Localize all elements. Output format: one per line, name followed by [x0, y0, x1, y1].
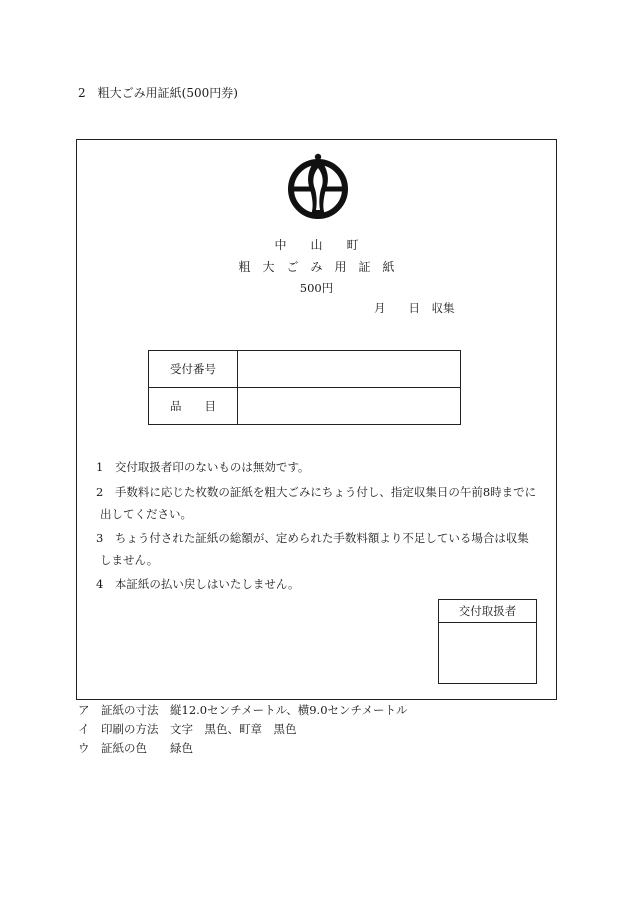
handler-seal-box: [438, 599, 537, 684]
spec-size: ア 証紙の寸法 縦12.0センチメートル、横9.0センチメートル: [78, 703, 408, 717]
spec-printing: イ 印刷の方法 文字 黒色、町章 黒色: [78, 722, 297, 736]
section-heading: 2 粗大ごみ用証紙(500円券): [78, 86, 238, 100]
note-2: 2 手数料に応じた枚数の証紙を粗大ごみにちょう付し、指定収集日の午前8時までに: [96, 485, 537, 499]
table-row: [149, 388, 461, 425]
note-2-cont: 出してください。: [100, 507, 192, 521]
item-label: 品 目: [149, 388, 238, 425]
receipt-number-label: 受付番号: [149, 351, 238, 388]
spec-color: ウ 証紙の色 緑色: [78, 741, 193, 755]
collection-date: 月 日 収集: [374, 301, 455, 315]
town-name: 中 山 町: [274, 238, 359, 252]
note-3: 3 ちょう付された証紙の総額が、定められた手数料額より不足している場合は収集: [96, 531, 529, 545]
table-row: [149, 351, 461, 388]
denomination: 500円: [299, 281, 334, 295]
receipt-number-field: [238, 351, 461, 388]
info-table: [148, 350, 461, 425]
town-emblem-icon: [286, 152, 350, 222]
stamp-title: 粗 大 ご み 用 証 紙: [238, 260, 395, 274]
item-field: [238, 388, 461, 425]
note-1: 1 交付取扱者印のないものは無効です。: [96, 460, 310, 474]
note-3-cont: しません。: [100, 553, 159, 567]
note-4: 4 本証紙の払い戻しはいたしません。: [96, 577, 300, 591]
handler-label: 交付取扱者: [439, 600, 536, 623]
